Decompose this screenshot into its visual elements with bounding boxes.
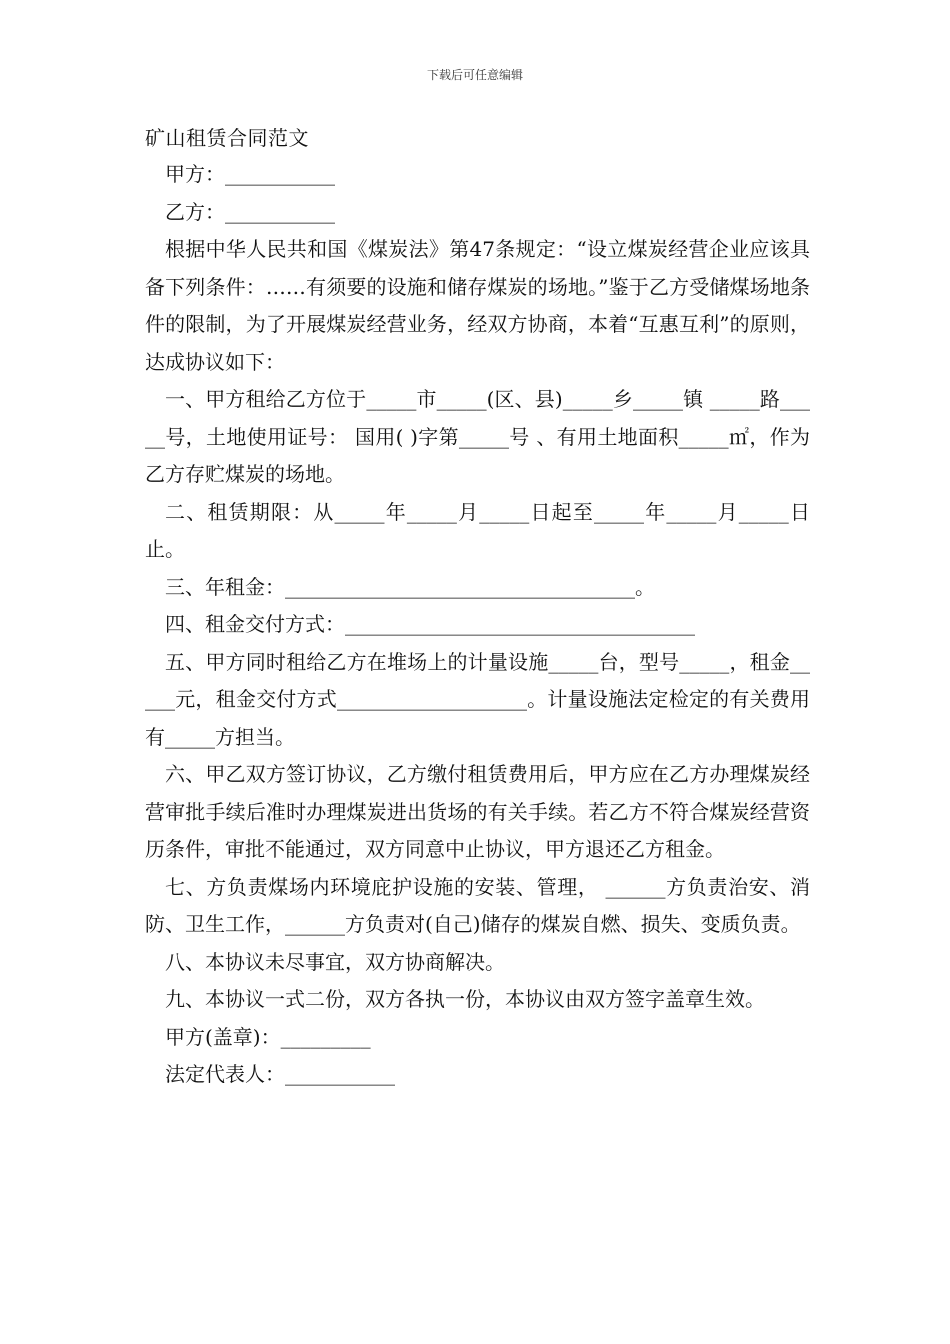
clause-3: 三、年租金：___________________________________。 [165,574,655,599]
document-body [145,156,810,1094]
document-title: 矿山租赁合同范文 [145,126,309,150]
signature-legal-rep: 法定代表人：___________ [165,1062,395,1086]
clause-8: 八、本协议未尽事宜，双方协商解决。 [165,949,505,974]
clause-4: 四、租金交付方式：___________________________________ [165,612,695,636]
clause-6: 六、甲乙双方签订协议，乙方缴付租赁费用后，甲方应在乙方办理煤炭经营审批手续后准时办理煤炭进出货场的有关手续。若乙方不符合煤炭经营资历条件，审批不能通过，双方同意中止协议，甲方退还乙方租金。 [145,762,810,861]
clause-9: 九、本协议一式二份，双方各执一份，本协议由双方签字盖章生效。 [165,987,765,1011]
signature-party-a: 甲方(盖章)：_________ [165,1024,371,1049]
clause-2: 二、租赁期限：从_____年_____月_____日起至_____年_____月_____日止。 [145,499,810,561]
preamble-paragraph: 根据中华人民共和国《煤炭法》第47条规定：“设立煤炭经营企业应该具备下列条件：……有须要的设施和储存煤炭的场地。”鉴于乙方受储煤场地条件的限制，为了开展煤炭经营业务，经双方协商，本着“互惠互利”的原则，达成协议如下： [145,237,810,374]
page-header: 下载后可任意编辑 [426,68,523,82]
party-a-line: 甲方：___________ [165,162,335,186]
clause-1: 一、甲方租给乙方位于_____市_____(区、县)_____乡_____镇 _____路_____号，土地使用证号： 国用( )字第_____号 、有用土地面积_____㎡，作为乙方存贮煤炭的场地。 [145,387,810,486]
clause-7: 七、方负责煤场内环境庇护设施的安装、管理， ______方负责治安、消防、卫生工作，______方负责对(自己)储存的煤炭自燃、损失、变质负责。 [145,874,810,936]
party-b-line: 乙方：___________ [165,199,335,224]
clause-5: 五、甲方同时租给乙方在堆场上的计量设施_____台，型号_____，租金_____元，租金交付方式___________________。计量设施法定检定的有关费用有_____方担当。 [145,649,810,749]
